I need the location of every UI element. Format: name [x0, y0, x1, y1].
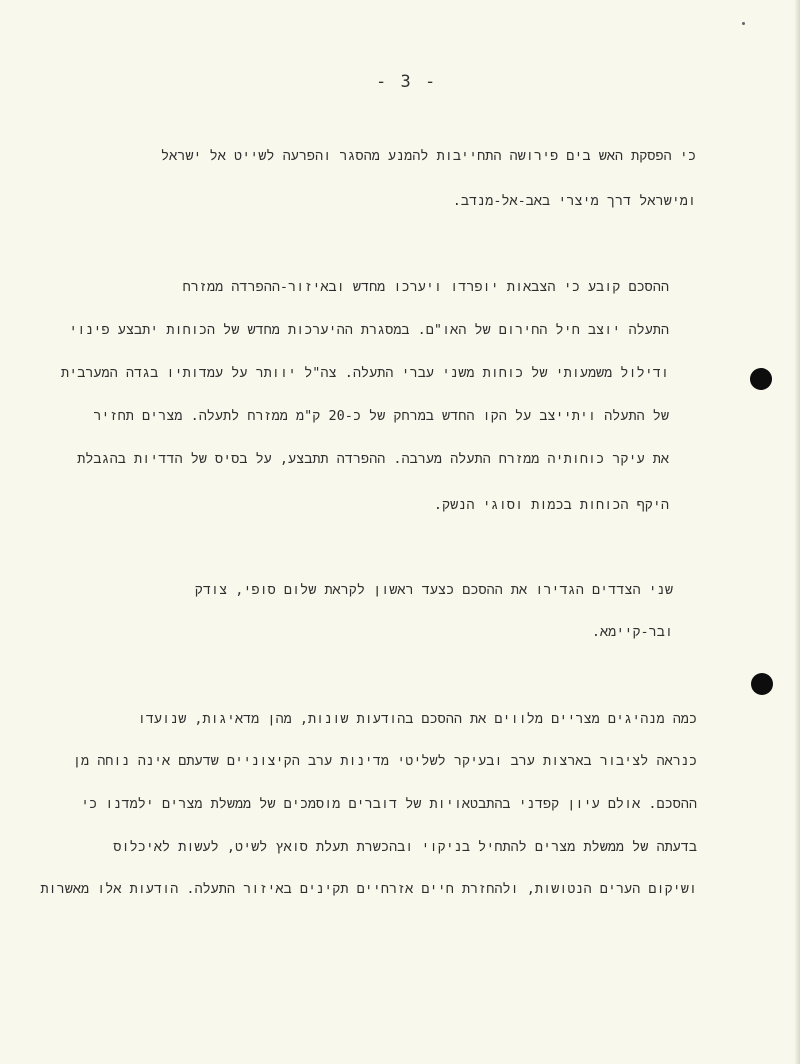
text-line: בדעתה של ממשלת מצרים להתחיל בניקוי ובהכשרת תעלת סואץ לשיט, לעשות לאיכלוס — [113, 839, 697, 855]
text-line: של התעלה ויתייצב על הקו החדש במרחק של כ-20 ק"מ ממזרח לתעלה. מצרים תחזיר — [93, 408, 669, 424]
text-line: כנראה לציבור בארצות ערב ובעיקר לשליטי מדינות ערב הקיצוניים שדעתם אינה נוחה מן — [72, 753, 697, 769]
text-line: התעלה יוצב חיל החירום של האו"ם. במסגרת ההיערכות מחדש של הכוחות יתבצע פינוי — [69, 322, 669, 338]
text-line: ההסכם קובע כי הצבאות יופרדו ויערכו מחדש ובאיזור-ההפרדה ממזרח — [182, 279, 669, 295]
punch-hole — [750, 368, 772, 390]
text-line: כי הפסקת האש בים פירושה התחייבות להמנע מהסגר והפרעה לשייט אל ישראל — [161, 148, 696, 164]
text-line: ובר-קיימא. — [591, 624, 673, 640]
page-number: - 3 - — [376, 72, 438, 92]
text-line: ודילול משמעותי של כוחות משני עברי התעלה. צה"ל יוותר על עמדותיו בגדה המערבית — [61, 365, 669, 381]
text-line: את עיקר כוחותיה ממזרח התעלה מערבה. ההפרדה תתבצע, על בסיס של הדדיות בהגבלת — [77, 451, 669, 467]
text-line: ומישראל דרך מיצרי באב-אל-מנדב. — [452, 193, 696, 209]
text-line: ושיקום הערים הנטושות, ולהחזרת חיים אזרחיים תקינים באיזור התעלה. הודעות אלו מאשרות — [40, 881, 697, 897]
page-edge-shadow — [794, 0, 800, 1064]
text-line: כמה מנהיגים מצריים מלווים את ההסכם בהודעות שונות, מהן מדאיגות, שנועדו — [137, 711, 697, 727]
text-line: שני הצדדים הגדירו את ההסכם כצעד ראשון לקראת שלום סופי, צודק — [194, 582, 673, 598]
text-line: היקף הכוחות בכמות וסוגי הנשק. — [433, 497, 669, 513]
punch-hole — [751, 673, 773, 695]
paper-speck — [742, 22, 745, 25]
text-line: ההסכם. אולם עיון קפדני בהתבטאויות של דוברים מוסמכים של ממשלת מצרים ילמדנו כי — [80, 796, 697, 812]
